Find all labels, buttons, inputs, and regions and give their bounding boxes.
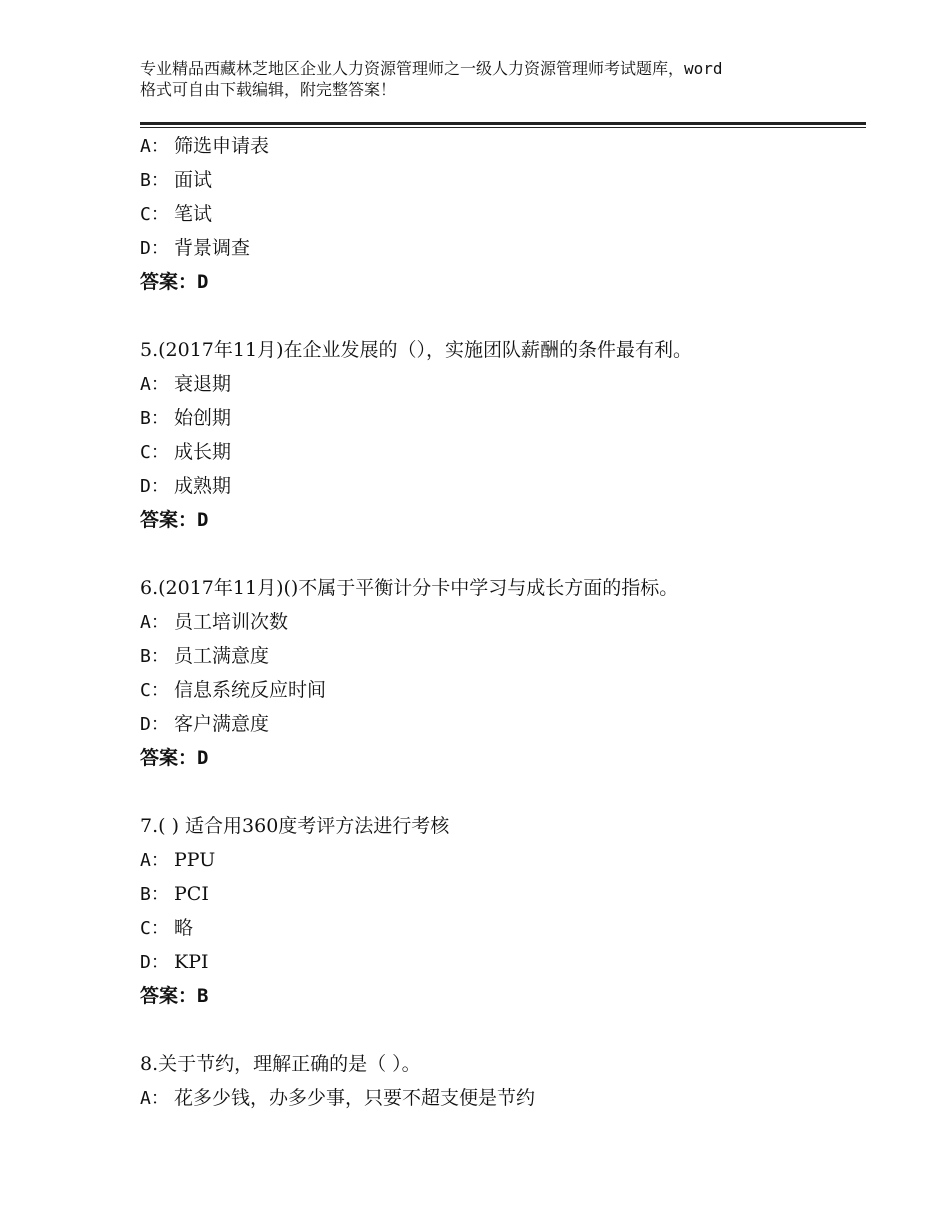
option-d: D： 成熟期: [140, 475, 232, 497]
question-text: 5.(2017年11月)在企业发展的（），实施团队薪酬的条件最有利。: [140, 339, 692, 361]
question-text: 6.(2017年11月)()不属于平衡计分卡中学习与成长方面的指标。: [140, 577, 679, 599]
header-divider-thick: [140, 122, 866, 125]
option-b: B： 员工满意度: [140, 645, 270, 667]
option-b: B： 面试: [140, 169, 213, 191]
option-a: A： PPU: [140, 849, 216, 871]
header-line-2: 格式可自由下载编辑，附完整答案！: [140, 80, 397, 99]
header-line-1: 专业精品西藏林芝地区企业人力资源管理师之一级人力资源管理师考试题库，word: [140, 59, 723, 78]
question-text: 8.关于节约，理解正确的是（ ）。: [140, 1053, 421, 1075]
option-a: A： 衰退期: [140, 373, 232, 395]
question-text: 7.( ) 适合用360度考评方法进行考核: [140, 815, 450, 837]
question-list: [140, 129, 866, 1115]
option-b: B： PCI: [140, 883, 209, 905]
answer: 答案：B: [140, 985, 209, 1007]
question-6: [140, 571, 866, 775]
option-c: C： 成长期: [140, 441, 232, 463]
question-4: [140, 129, 866, 299]
question-5: [140, 333, 866, 537]
option-c: C： 信息系统反应时间: [140, 679, 327, 701]
option-d: D： 背景调查: [140, 237, 251, 259]
option-d: D： KPI: [140, 951, 209, 973]
option-a: A： 筛选申请表: [140, 135, 270, 157]
option-d: D： 客户满意度: [140, 713, 270, 735]
question-7: [140, 809, 866, 1013]
question-8: [140, 1047, 866, 1115]
answer: 答案：D: [140, 509, 209, 531]
header-divider-thin: [140, 127, 866, 128]
option-c: C： 笔试: [140, 203, 213, 225]
document-header: [140, 58, 830, 100]
option-a: A： 员工培训次数: [140, 611, 289, 633]
answer: 答案：D: [140, 747, 209, 769]
option-c: C： 略: [140, 917, 194, 939]
answer: 答案：D: [140, 271, 209, 293]
option-b: B： 始创期: [140, 407, 232, 429]
option-a: A： 花多少钱，办多少事，只要不超支便是节约: [140, 1087, 536, 1109]
